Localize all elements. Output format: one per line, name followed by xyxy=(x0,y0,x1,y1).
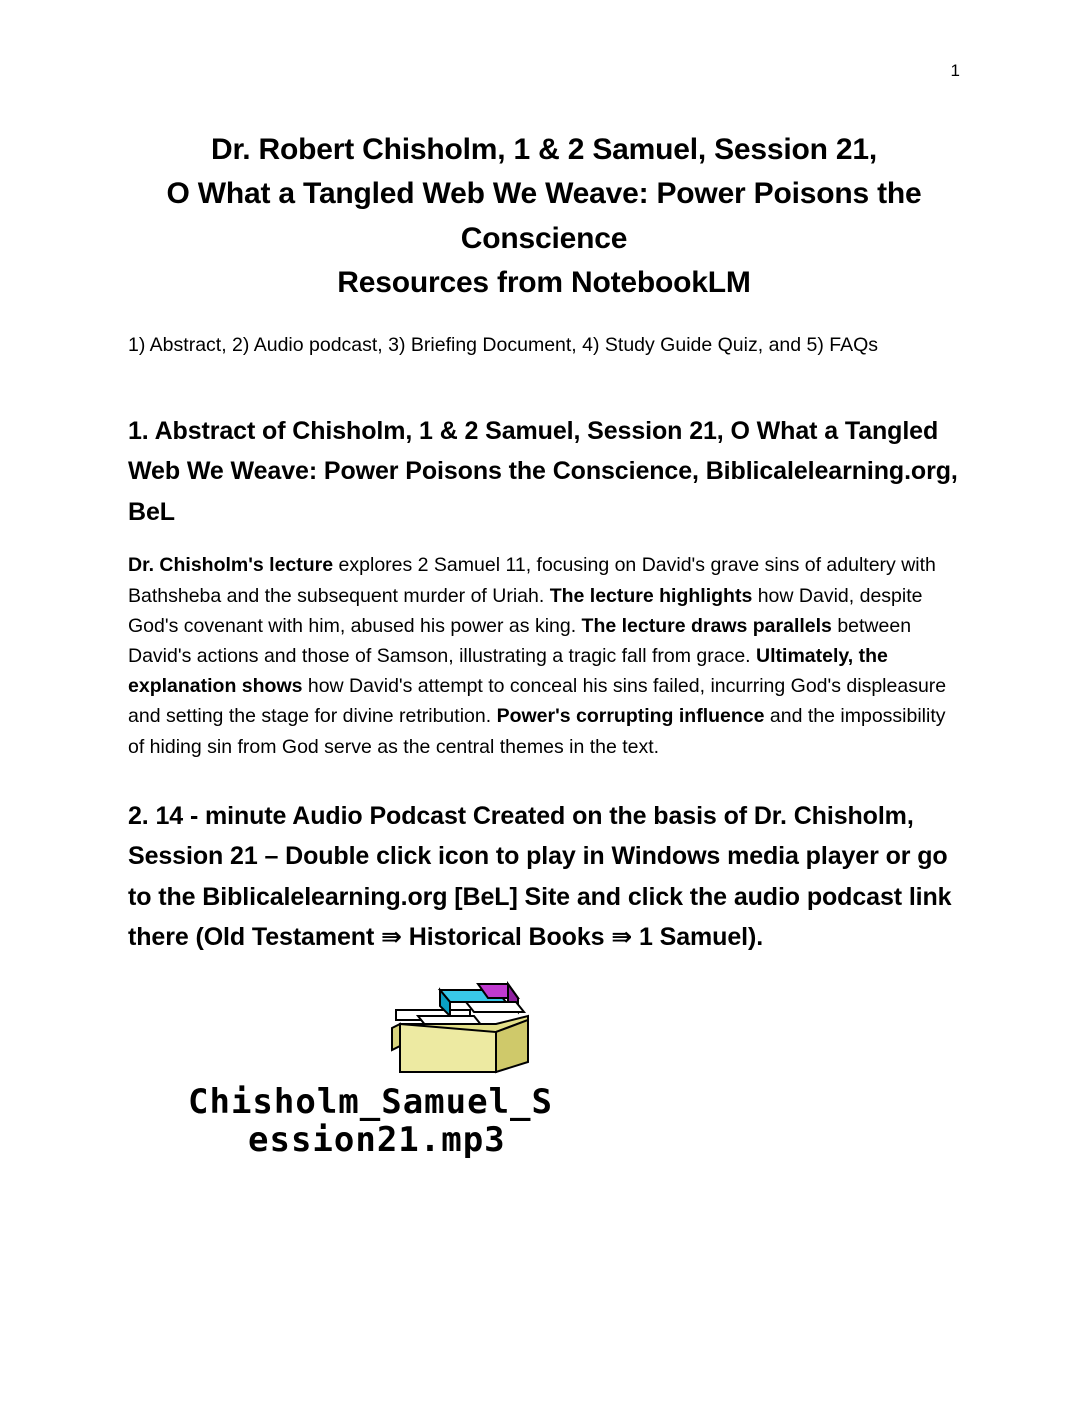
abstract-bold-1: Dr. Chisholm's lecture xyxy=(128,554,334,577)
package-box-icon[interactable] xyxy=(378,976,960,1081)
section-2-heading-part-3: 1 Samuel). xyxy=(632,923,764,952)
abstract-text-5: and the impossibility of hiding sin from God serve as the central themes in the text. xyxy=(128,705,946,758)
page-number: 1 xyxy=(950,61,960,80)
title-line-2: O What a Tangled Web We Weave: Power Poisons the xyxy=(166,177,922,211)
abstract-text-4: how David's attempt to conceal his sins failed, incurring God's displeasure and setting the stage for divine retribution. xyxy=(128,675,947,728)
abstract-bold-5: Power's corrupting influence xyxy=(496,705,765,728)
abstract-text-3: between David's actions and those of Samson, illustrating a tragic fall from grace. xyxy=(128,614,912,668)
title-line-3: Conscience xyxy=(460,221,628,255)
abstract-bold-3: The lecture draws parallels xyxy=(581,614,832,637)
section-2-heading-part-2: Historical Books xyxy=(401,923,612,952)
section-1-paragraph xyxy=(128,550,960,762)
abstract-text-2: how David, despite God's covenant with him, abused his power as king. xyxy=(128,584,923,637)
section-2-heading xyxy=(128,796,960,958)
audio-attachment[interactable] xyxy=(128,976,960,1159)
section-2-heading-part-1: 2. 14 - minute Audio Podcast Created on the basis of Dr. Chisholm, Session 21 – Double click icon to play in Windows media player or go to the Biblicalelearning.org [BeL] Site and click the audio podcast link there (Old Testament xyxy=(128,801,952,952)
double-arrow-icon-1: ⇛ xyxy=(381,922,402,952)
abstract-bold-2: The lecture highlights xyxy=(549,584,753,607)
attachment-filename-line-2: ession21.mp3 xyxy=(248,1119,506,1160)
document-title xyxy=(128,128,960,306)
abstract-text-1: explores 2 Samuel 11, focusing on David's grave sins of adultery with Bathsheba and the subsequent murder of Uriah. xyxy=(128,554,936,607)
double-arrow-icon-2: ⇛ xyxy=(611,922,633,952)
title-line-4: Resources from NotebookLM xyxy=(337,266,751,300)
resource-list-subtitle: 1) Abstract, 2) Audio podcast, 3) Briefing Document, 4) Study Guide Quiz, and 5) FAQs xyxy=(128,333,879,356)
attachment-filename[interactable] xyxy=(188,1083,748,1159)
title-line-1: Dr. Robert Chisholm, 1 & 2 Samuel, Session 21, xyxy=(210,133,877,166)
attachment-filename-line-1: Chisholm_Samuel_S xyxy=(188,1081,553,1122)
section-1-heading: 1. Abstract of Chisholm, 1 & 2 Samuel, Session 21, O What a Tangled Web We Weave: Power Poisons the Conscience, Biblicalelearning.org, BeL xyxy=(128,416,958,526)
abstract-bold-4: Ultimately, the explanation shows xyxy=(128,645,888,698)
